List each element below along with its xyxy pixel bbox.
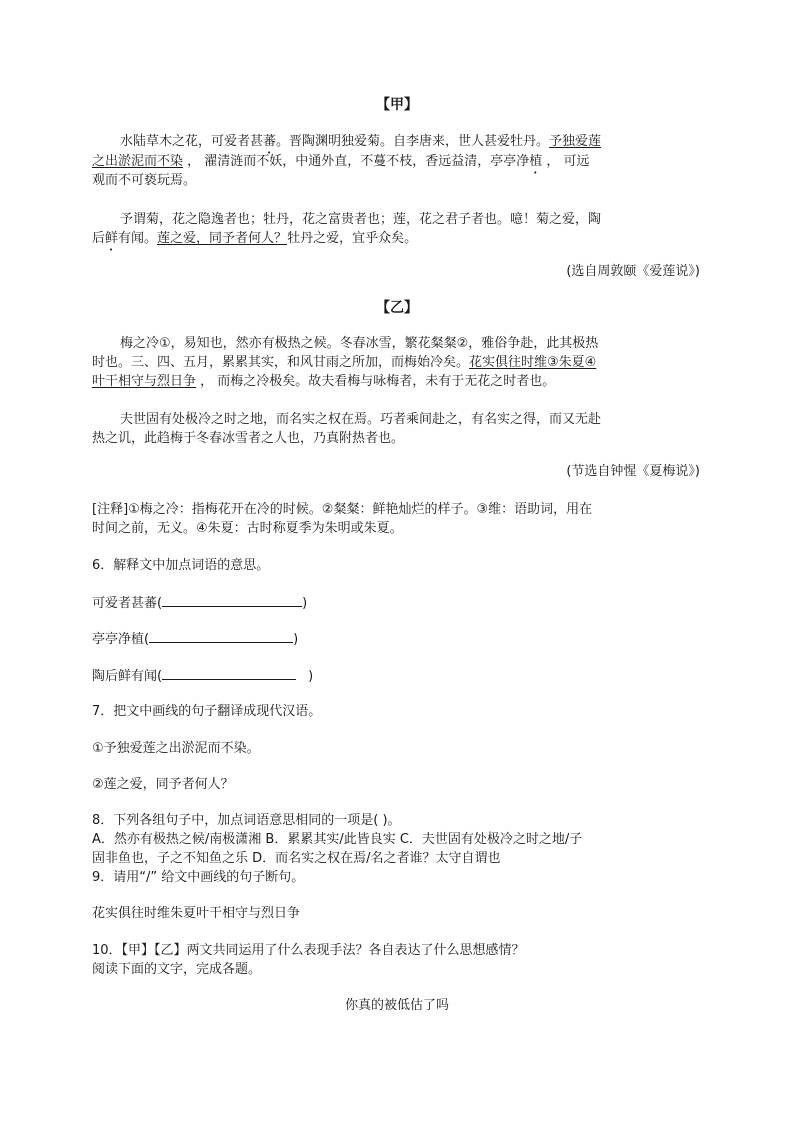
section-a-p2-line2: 后鲜有闻。莲之爱，同予者何人？牡丹之爱，宜乎众矣。 bbox=[92, 231, 418, 246]
annotation-line1: [注释]①梅之冷：指梅花开在冷的时候。②粲粲：鲜艳灿烂的样子。③维：语助词，用在 bbox=[92, 502, 593, 517]
reading-instruction: 阅读下面的文字，完成各题。 bbox=[92, 962, 262, 977]
question-9: 9．请用“/” 给文中画线的句子断句。 bbox=[92, 870, 305, 885]
q6-item-zhi: 亭亭净植( ) bbox=[92, 628, 298, 650]
section-a-p1-line3: 观而不可亵玩焉。 bbox=[92, 173, 197, 188]
section-a-p2-line1: 予谓菊，花之隐逸者也；牡丹，花之富贵者也；莲，花之君子者也。噫！菊之爱，陶 bbox=[120, 212, 602, 227]
q6-item-fan: 可爱者甚蕃( ) bbox=[92, 592, 307, 614]
section-b-p1-line3: 叶干相守与烈日争 ， 而梅之冷极矣。故夫看梅与咏梅者，未有于无花之时者也。 bbox=[92, 374, 556, 389]
annotation-line2: 时间之前，无义。④朱夏：古时称夏季为朱明或朱夏。 bbox=[92, 521, 403, 536]
section-b-p2-line1: 夫世固有处极冷之时之地，而名实之权在焉。巧者乘间赴之，有名实之得，而又无赴 bbox=[120, 412, 602, 427]
q7-sentence-1: ①予独爱莲之出淤泥而不染。 bbox=[92, 741, 260, 756]
section-a-source: (选自周敦颐《爱莲说》) bbox=[566, 264, 700, 279]
q8-options-line1: A．然亦有极热之候/南极潇湘 B．累累其实/此皆良实 C．夫世固有处极冷之时之地/子 bbox=[92, 832, 583, 847]
question-6: 6．解释文中加点词语的意思。 bbox=[92, 558, 270, 573]
question-8: 8．下列各组句子中，加点词语意思相同的一项是( )。 bbox=[92, 813, 401, 828]
answer-blank[interactable] bbox=[149, 628, 293, 643]
section-b-p1-line2: 时也。三、四、五月，累累其实，和风甘雨之所加，而梅始冷矣。花实俱往时维③朱夏④ bbox=[92, 355, 597, 370]
section-b-p2-line2: 热之讥，此趋梅于冬春冰雪者之人也，乃真附热者也。 bbox=[92, 431, 405, 446]
q8-options-line2: 固非鱼也，子之不知鱼之乐 D．而名实之权在焉/名之者谁？太守自谓也 bbox=[92, 851, 501, 866]
q7-sentence-2: ②莲之爱，同予者何人？ bbox=[92, 777, 234, 792]
section-a-p1-line1: 水陆草木之花，可爱者甚蕃。晋陶渊明独爱菊。自李唐来，世人甚爱牡丹。予独爱莲 bbox=[120, 134, 602, 149]
section-a-title: 【甲】 bbox=[376, 97, 418, 113]
answer-blank[interactable] bbox=[162, 665, 296, 680]
section-b-title: 【乙】 bbox=[376, 300, 418, 316]
q9-sentence: 花实俱往时维朱夏叶干相守与烈日争 bbox=[92, 906, 301, 921]
q6-item-xian: 陶后鲜有闻( ) bbox=[92, 665, 313, 687]
answer-blank[interactable] bbox=[162, 592, 302, 607]
section-b-source: (节选自钟惺《夏梅说》) bbox=[566, 464, 700, 479]
section-b-p1-line1: 梅之冷①，易知也，然亦有极热之候。冬春冰雪，繁花粲粲②，雅俗争赴，此其极热 bbox=[120, 336, 599, 351]
section-a-p1-line2: 之出淤泥而不染 ， 濯清涟而不妖，中通外直，不蔓不枝，香远益清，亭亭净植 ， 可远 bbox=[92, 154, 590, 169]
question-7: 7．把文中画线的句子翻译成现代汉语。 bbox=[92, 704, 322, 719]
question-10: 10．【甲】【乙】两文共同运用了什么表现手法？各自表达了什么思想感情？ bbox=[92, 943, 525, 958]
next-passage-title: 你真的被低估了吗 bbox=[344, 998, 449, 1013]
